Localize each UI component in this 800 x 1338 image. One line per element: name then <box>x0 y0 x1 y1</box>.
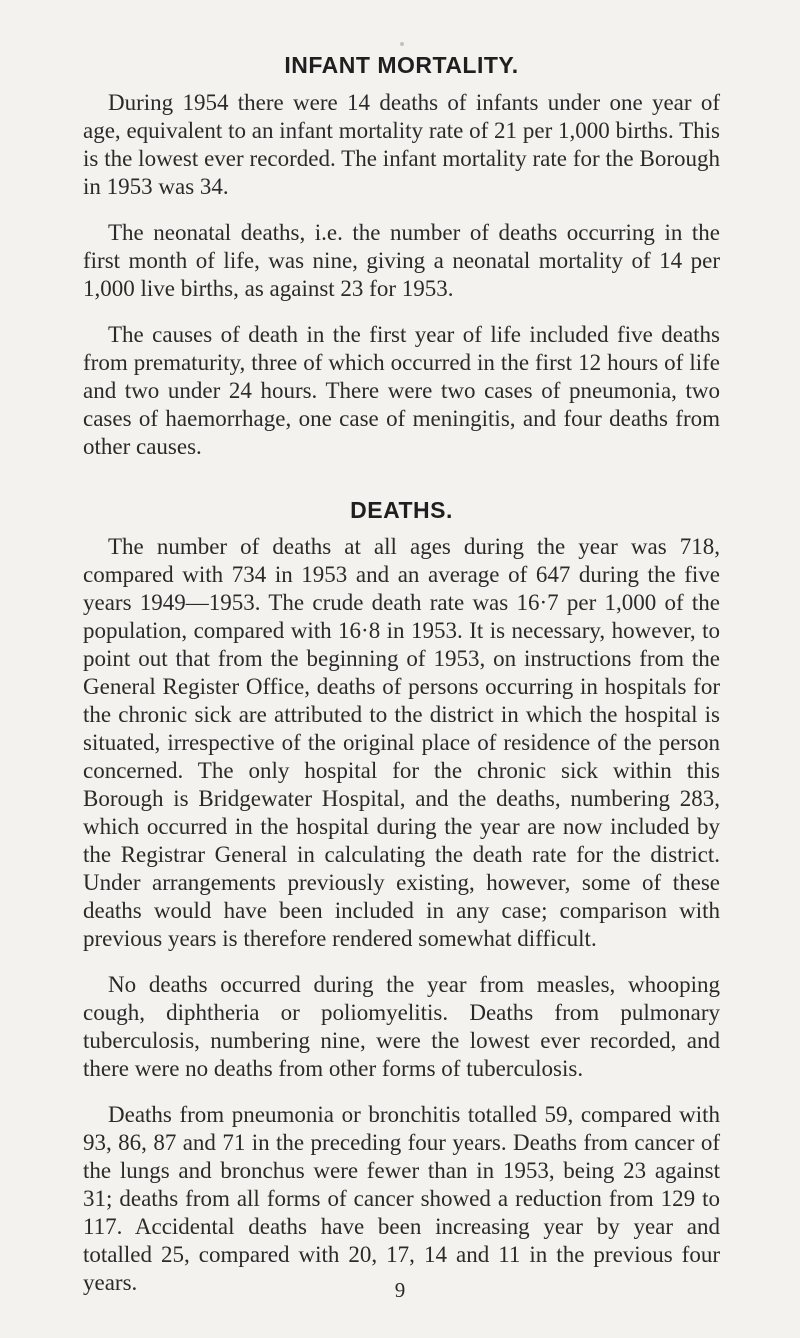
infant-mortality-paragraph-3: The causes of death in the first year of life included five deaths from prematurity, three of which occurred in the first 12 hours of life and two under 24 hours. There were two cases of pneumonia, two cases of haemorrhage, one case of meningitis, and four deaths from other causes. <box>83 322 720 459</box>
deaths-paragraph-1: The number of deaths at all ages during the year was 718, compared with 734 in 1953 and an average of 647 during the five years 1949—1953. The crude death rate was 16·7 per 1,000 of the population, compared with 16·8 in 1953. It is necessary, however, to point out that from the beginning of 1953, on instructions from the General Register Office, deaths of persons occurring in hospitals for the chronic sick are attributed to the district in which the hospital is situated, irrespective of the original place of residence of the person concerned. The only hospital for the chronic sick within this Borough is Bridgewater Hospital, and the deaths, numbering 283, which occurred in the hospital during the year are now included by the Registrar General in calculating the death rate for the district. Under arrangements previously existing, however, some of these deaths would have been included in any case; comparison with previous years is therefore rendered somewhat difficult. <box>83 534 720 951</box>
deaths-paragraph-3: Deaths from pneumonia or bronchitis totalled 59, compared with 93, 86, 87 and 71 in the preceding four years. Deaths from cancer of the lungs and bronchus were fewer than in 1953, being 23 against 31; deaths from all forms of cancer showed a reduction from 129 to 117. Accidental deaths have been increasing year by year and totalled 25, compared with 20, 17, 14 and 11 in the previous four years. <box>83 1102 720 1295</box>
infant-mortality-heading: INFANT MORTALITY. <box>284 52 519 78</box>
page-number: 9 <box>394 1278 406 1302</box>
deaths-paragraph-2: No deaths occurred during the year from measles, whooping cough, diphtheria or poliomyelitis. Deaths from pulmonary tuberculosis, numbering nine, were the lowest ever recorded, and there were no deaths from other forms of tuberculosis. <box>83 972 720 1081</box>
deaths-heading: DEATHS. <box>350 497 453 523</box>
infant-mortality-section <box>83 52 720 461</box>
infant-mortality-paragraph-1: During 1954 there were 14 deaths of infants under one year of age, equivalent to an infant mortality rate of 21 per 1,000 births. This is the lowest ever recorded. The infant mortality rate for the Borough in 1953 was 34. <box>83 90 720 199</box>
deaths-section <box>83 497 720 1297</box>
infant-mortality-paragraph-2: The neonatal deaths, i.e. the number of deaths occurring in the first month of life, was nine, giving a neonatal mortality of 14 per 1,000 live births, as against 23 for 1953. <box>83 220 720 301</box>
paper-speck <box>400 42 404 46</box>
